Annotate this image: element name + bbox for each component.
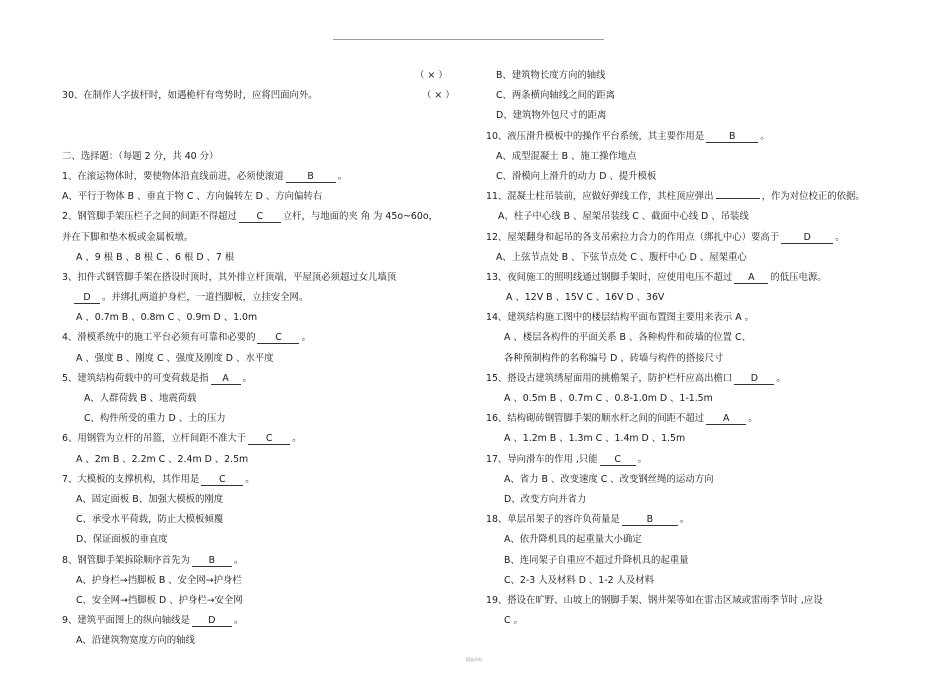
line-text: A 、1.2m B 、1.3m C 、1.4m D 、1.5m (504, 433, 686, 445)
text-line (486, 510, 926, 530)
question-text: 13、夜间施工的照明线通过钢脚手架时，应使用电压不超过 (486, 271, 733, 283)
line-text: C、2-3 人及材料 D 、1-2 人及材料 (504, 574, 655, 586)
text-line (486, 409, 926, 429)
text-line (486, 551, 926, 571)
text-line (486, 308, 926, 328)
question-text: 16、结构砌砖钢管脚手架的顺水杆之间的间距不超过 (486, 413, 705, 425)
text-line (486, 470, 926, 490)
text-line (486, 450, 926, 470)
text-line (486, 571, 926, 591)
text-line (62, 207, 478, 227)
text-line (62, 530, 478, 550)
line-text: 并在下脚和垫木板或金属板墩。 (62, 231, 194, 243)
line-text: C、滑模向上滑升的动力 D 、提升模板 (496, 170, 657, 182)
text-line (62, 288, 478, 308)
text-line (486, 66, 926, 86)
question-text: 1、在滚运物体时，要使物体沿直线前进，必须使滚道 (62, 170, 284, 182)
question-text: 7、大模板的支撑机构，其作用是 (62, 473, 200, 485)
answer-blank: A (734, 272, 768, 284)
question-text: 12、屋架翻身和起吊的各支吊索拉力合力的作用点（绑扎中心）要高于 (486, 231, 780, 243)
answer-blank: B (622, 514, 678, 526)
text-line (486, 389, 926, 409)
answer-blank: A (706, 413, 746, 425)
line-text: C、构件所受的重力 D 、土的压力 (84, 413, 226, 425)
line-text: D、改变方向并省力 (504, 493, 587, 505)
text-line (486, 611, 926, 631)
text-line (486, 288, 926, 308)
answer-blank: D (192, 615, 232, 627)
question-text-tail: 。 (679, 514, 690, 526)
text-line (62, 349, 478, 369)
question-text: 17、导向滑车的作用 ,只能 (486, 453, 598, 465)
line-text: 14、建筑结构施工图中的楼层结构平面布置图主要用来表示 A 。 (486, 312, 755, 324)
question-text-tail: 。 (776, 372, 786, 384)
question-text: 6、用钢管为立杆的吊篮，立杆间距不准大于 (62, 433, 247, 445)
line-text: A、固定面板 B、加强大模板的刚度 (76, 493, 224, 505)
text-line (62, 248, 478, 268)
right-column (486, 66, 926, 631)
line-text: （ × ） (415, 70, 448, 81)
text-line (486, 167, 926, 187)
text-line (62, 86, 478, 106)
answer-blank: B (192, 555, 232, 567)
line-text: A、依升降机具的起重量大小确定 (504, 534, 642, 546)
question-text-tail: 。 (748, 413, 758, 425)
answer-blank: C (239, 211, 281, 223)
question-text-tail: 。 (245, 473, 255, 485)
question-text-tail: 。 (233, 615, 244, 627)
text-line (62, 409, 478, 429)
line-text: D、保证面板的垂直度 (76, 534, 168, 546)
line-text: A 、楼层各构件的平面关系 B 、各种构件和砖墙的位置 C、 (504, 332, 751, 344)
text-line (62, 66, 478, 86)
question-text-tail: ，作为对位校正的依据。 (761, 191, 865, 203)
text-line (62, 591, 478, 611)
answer-blank: D (734, 373, 774, 385)
answer-blank: C (248, 433, 290, 445)
answer-blank: C (600, 454, 636, 466)
text-line (486, 127, 926, 147)
text-line (62, 450, 478, 470)
line-text: A、沿建筑物宽度方向的轴线 (76, 635, 195, 647)
question-text-tail: 。 (760, 130, 770, 142)
text-line (486, 187, 926, 207)
text-line (62, 551, 478, 571)
answer-blank: A (211, 373, 241, 385)
text-line (62, 470, 478, 490)
answer-blank: D (74, 292, 100, 304)
question-text: 15、搭设古建筑绣屋面用的挑檐架子，防护栏杆应高出檐口 (486, 372, 733, 384)
text-line (486, 328, 926, 348)
judgment-mark: （ × ） (422, 90, 455, 102)
line-text: 各种预制构件的名称编号 D 、砖墙与构件的搭接尺寸 (504, 352, 724, 364)
answer-blank: C (201, 474, 243, 486)
header-rule (333, 39, 604, 40)
line-text: C、承受水平荷载，防止大模板倾覆 (76, 514, 224, 526)
question-text: 9、建筑平面图上的纵向轴线是 (62, 615, 190, 627)
question-text: 10、液压滑升模板中的操作平台系统，其主要作用是 (486, 130, 705, 142)
line-text: A 、0.7m B 、0.8m C 、0.9m D 、1.0m (76, 312, 258, 324)
text-line (486, 207, 926, 227)
text-line (62, 571, 478, 591)
text-line (62, 510, 478, 530)
text-line (486, 86, 926, 106)
question-text-tail: 。并绑扎两道护身栏，一道挡脚板，立挂安全网。 (102, 292, 309, 304)
text-line (486, 147, 926, 167)
question-text: 11、混凝土柱吊装前，应做好弹线工作，其柱顶应弹出 (486, 191, 714, 203)
text-line (486, 530, 926, 550)
text-line (62, 631, 478, 651)
line-text: D、建筑物外包尺寸的距离 (496, 110, 607, 122)
line-text: 19、搭设在旷野、山坡上的钢脚手架、钢井架等如在雷击区域或雷雨季节时 ,应设 (486, 594, 823, 606)
text-line (486, 369, 926, 389)
question-text: 2、钢管脚手架压栏子之间的间距不得超过 (62, 211, 237, 223)
line-text: C 。 (504, 615, 523, 627)
question-text-tail: 。 (242, 372, 252, 384)
text-line (62, 106, 478, 126)
page-footer: 精品资料 (466, 657, 482, 662)
text-line (486, 591, 926, 611)
line-text: 3、扣件式钢管脚手架在搭设时顶时，其外排立杆顶端，平屋顶必须超过女儿墙顶 (62, 271, 397, 283)
question-text: 5、建筑结构荷载中的可变荷载是指 (62, 372, 209, 384)
line-text: A、成型混凝土 B 、施工操作地点 (496, 150, 637, 162)
line-text: C、两条横向轴线之间的距离 (496, 90, 616, 102)
question-text-tail: 。 (835, 231, 845, 243)
question-text-tail: 立杆，与地面的夹 角 为 45o~60o， (282, 211, 438, 223)
text-line (62, 389, 478, 409)
line-text: A 、强度 B 、刚度 C 、强度及刚度 D 、水平度 (76, 352, 274, 364)
text-line (486, 268, 926, 288)
answer-blank: D (781, 232, 833, 244)
text-line (486, 429, 926, 449)
text-line (62, 167, 478, 187)
answer-blank: C (257, 332, 299, 344)
text-line (62, 429, 478, 449)
question-text-tail: 的低压电源。 (770, 271, 827, 283)
text-line (62, 127, 478, 147)
line-text: A、上弦节点处 B 、下弦节点处 C 、腹杆中心 D 、屋架重心 (496, 251, 747, 263)
line-text: 二、选择题：（每题 2 分，共 40 分） (62, 150, 219, 162)
text-line (62, 147, 478, 167)
line-text: B、连同架子自重应不超过升降机具的起重量 (504, 554, 689, 566)
text-line (62, 228, 478, 248)
question-text: 8、钢管脚手架拆除顺序首先为 (62, 554, 190, 566)
line-text: 30、在制作人字拔杆时，如遇桅杆有弯势时，应将凹面向外。 (62, 90, 318, 102)
line-text: A、省力 B 、改变速度 C 、改变钢丝绳的运动方向 (504, 473, 714, 485)
text-line (62, 328, 478, 348)
text-line (486, 248, 926, 268)
question-text-tail: 。 (292, 433, 302, 445)
line-text: A、人群荷载 B 、地震荷载 (84, 393, 197, 404)
line-text: C、安全网→挡脚板 D 、护身栏→安全网 (76, 594, 243, 606)
line-text: A 、0.5m B 、0.7m C 、0.8-1.0m D 、1-1.5m (504, 393, 713, 404)
text-line (486, 228, 926, 248)
line-text: A、平行于物体 B 、垂直于物 C 、方向偏转左 D 、方向偏转右 (62, 191, 323, 203)
answer-blank: B (706, 131, 758, 143)
question-text: 4、滑模系统中的施工平台必须有可靠和必要的 (62, 332, 256, 344)
left-column (62, 66, 478, 651)
line-text: A 、12V B 、15V C 、16V D 、36V (506, 292, 665, 304)
question-text-tail: 。 (301, 332, 311, 344)
text-line (486, 349, 926, 369)
question-text-tail: 。 (233, 554, 244, 566)
text-line (62, 308, 478, 328)
text-line (62, 369, 478, 389)
line-text: B、建筑物长度方向的轴线 (496, 70, 606, 81)
question-text-tail: 。 (337, 170, 347, 182)
question-text-tail: 。 (637, 453, 648, 465)
question-text: 18、单层吊架子的容许负荷量是 (486, 514, 620, 526)
text-line (62, 268, 478, 288)
text-line (62, 611, 478, 631)
line-text: A 、9 根 B 、8 根 C 、6 根 D 、7 根 (76, 251, 235, 263)
text-line (486, 106, 926, 126)
text-line (62, 187, 478, 207)
line-text: A、柱子中心线 B 、屋架吊装线 C 、截面中心线 D 、吊装线 (498, 211, 749, 223)
text-line (62, 490, 478, 510)
line-text: A、护身栏→挡脚板 B 、安全网→护身栏 (76, 574, 242, 586)
line-text: A 、2m B 、2.2m C 、2.4m D 、2.5m (76, 453, 249, 465)
answer-blank: B (286, 171, 336, 183)
text-line (486, 490, 926, 510)
answer-blank (716, 198, 760, 199)
